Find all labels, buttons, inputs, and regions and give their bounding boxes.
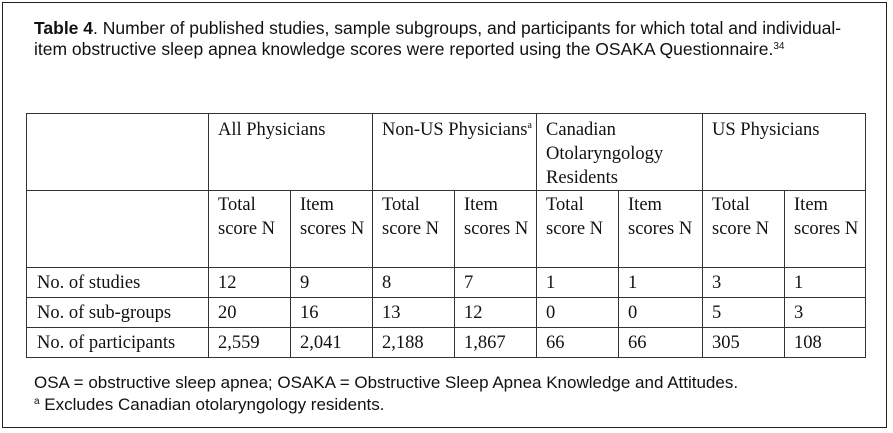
table-cell: 12 bbox=[209, 268, 291, 298]
footnote-marker: a bbox=[527, 120, 532, 131]
footnote-a-marker: a bbox=[34, 396, 40, 407]
table-cell: 108 bbox=[785, 328, 866, 358]
table-cell: 0 bbox=[537, 298, 619, 328]
group-label: US Physicians bbox=[712, 120, 820, 140]
caption-label: Table 4 bbox=[34, 18, 94, 38]
subheader-row bbox=[27, 191, 866, 268]
subheader-total: Total score N bbox=[537, 191, 619, 268]
table-cell: 7 bbox=[455, 268, 537, 298]
table-cell: 20 bbox=[209, 298, 291, 328]
subheader-total: Total score N bbox=[209, 191, 291, 268]
table-cell: 1,867 bbox=[455, 328, 537, 358]
group-label: Non-US Physicians bbox=[382, 120, 528, 140]
row-label: No. of studies bbox=[27, 268, 209, 298]
subheader-corner-cell bbox=[27, 191, 209, 268]
table-row bbox=[27, 328, 866, 358]
group-header-row bbox=[27, 114, 866, 191]
group-label: Canadian Otolaryngology Residents bbox=[546, 120, 664, 188]
subheader-item: Item scores N bbox=[785, 191, 866, 268]
table-cell: 12 bbox=[455, 298, 537, 328]
table-cell: 1 bbox=[619, 268, 703, 298]
caption-text: . Number of published studies, sample subgroups, and participants for which total and individual-item obstructive sleep apnea knowledge scores were reported using the OSAKA Questionnaire. bbox=[34, 18, 842, 59]
row-label: No. of sub-groups bbox=[27, 298, 209, 328]
data-table bbox=[26, 113, 866, 358]
table-cell: 2,559 bbox=[209, 328, 291, 358]
table-cell: 2,188 bbox=[373, 328, 455, 358]
corner-cell bbox=[27, 114, 209, 191]
table-cell: 8 bbox=[373, 268, 455, 298]
table-cell: 9 bbox=[291, 268, 373, 298]
footnote-a-text: Excludes Canadian otolaryngology residents. bbox=[39, 395, 385, 414]
table-cell: 1 bbox=[785, 268, 866, 298]
subheader-item: Item scores N bbox=[455, 191, 537, 268]
group-header-us-physicians bbox=[703, 114, 866, 191]
footnotes bbox=[34, 372, 854, 416]
group-header-non-us-physicians bbox=[373, 114, 537, 191]
table-cell: 66 bbox=[619, 328, 703, 358]
group-label: All Physicians bbox=[218, 120, 326, 140]
footnote-a bbox=[34, 394, 854, 416]
footnote-abbreviations: OSA = obstructive sleep apnea; OSAKA = Obstructive Sleep Apnea Knowledge and Attitudes. bbox=[34, 373, 739, 392]
table-cell: 66 bbox=[537, 328, 619, 358]
table-cell: 0 bbox=[619, 298, 703, 328]
table-row bbox=[27, 268, 866, 298]
subheader-item: Item scores N bbox=[619, 191, 703, 268]
subheader-total: Total score N bbox=[703, 191, 785, 268]
subheader-item: Item scores N bbox=[291, 191, 373, 268]
caption-reference: 34 bbox=[773, 41, 785, 52]
table-cell: 13 bbox=[373, 298, 455, 328]
group-header-canadian-residents bbox=[537, 114, 703, 191]
table-cell: 5 bbox=[703, 298, 785, 328]
table-cell: 2,041 bbox=[291, 328, 373, 358]
group-header-all-physicians bbox=[209, 114, 373, 191]
table-cell: 1 bbox=[537, 268, 619, 298]
table-caption bbox=[34, 18, 854, 60]
table-cell: 305 bbox=[703, 328, 785, 358]
subheader-total: Total score N bbox=[373, 191, 455, 268]
table-cell: 3 bbox=[785, 298, 866, 328]
table-cell: 3 bbox=[703, 268, 785, 298]
table-row bbox=[27, 298, 866, 328]
table-cell: 16 bbox=[291, 298, 373, 328]
row-label: No. of participants bbox=[27, 328, 209, 358]
